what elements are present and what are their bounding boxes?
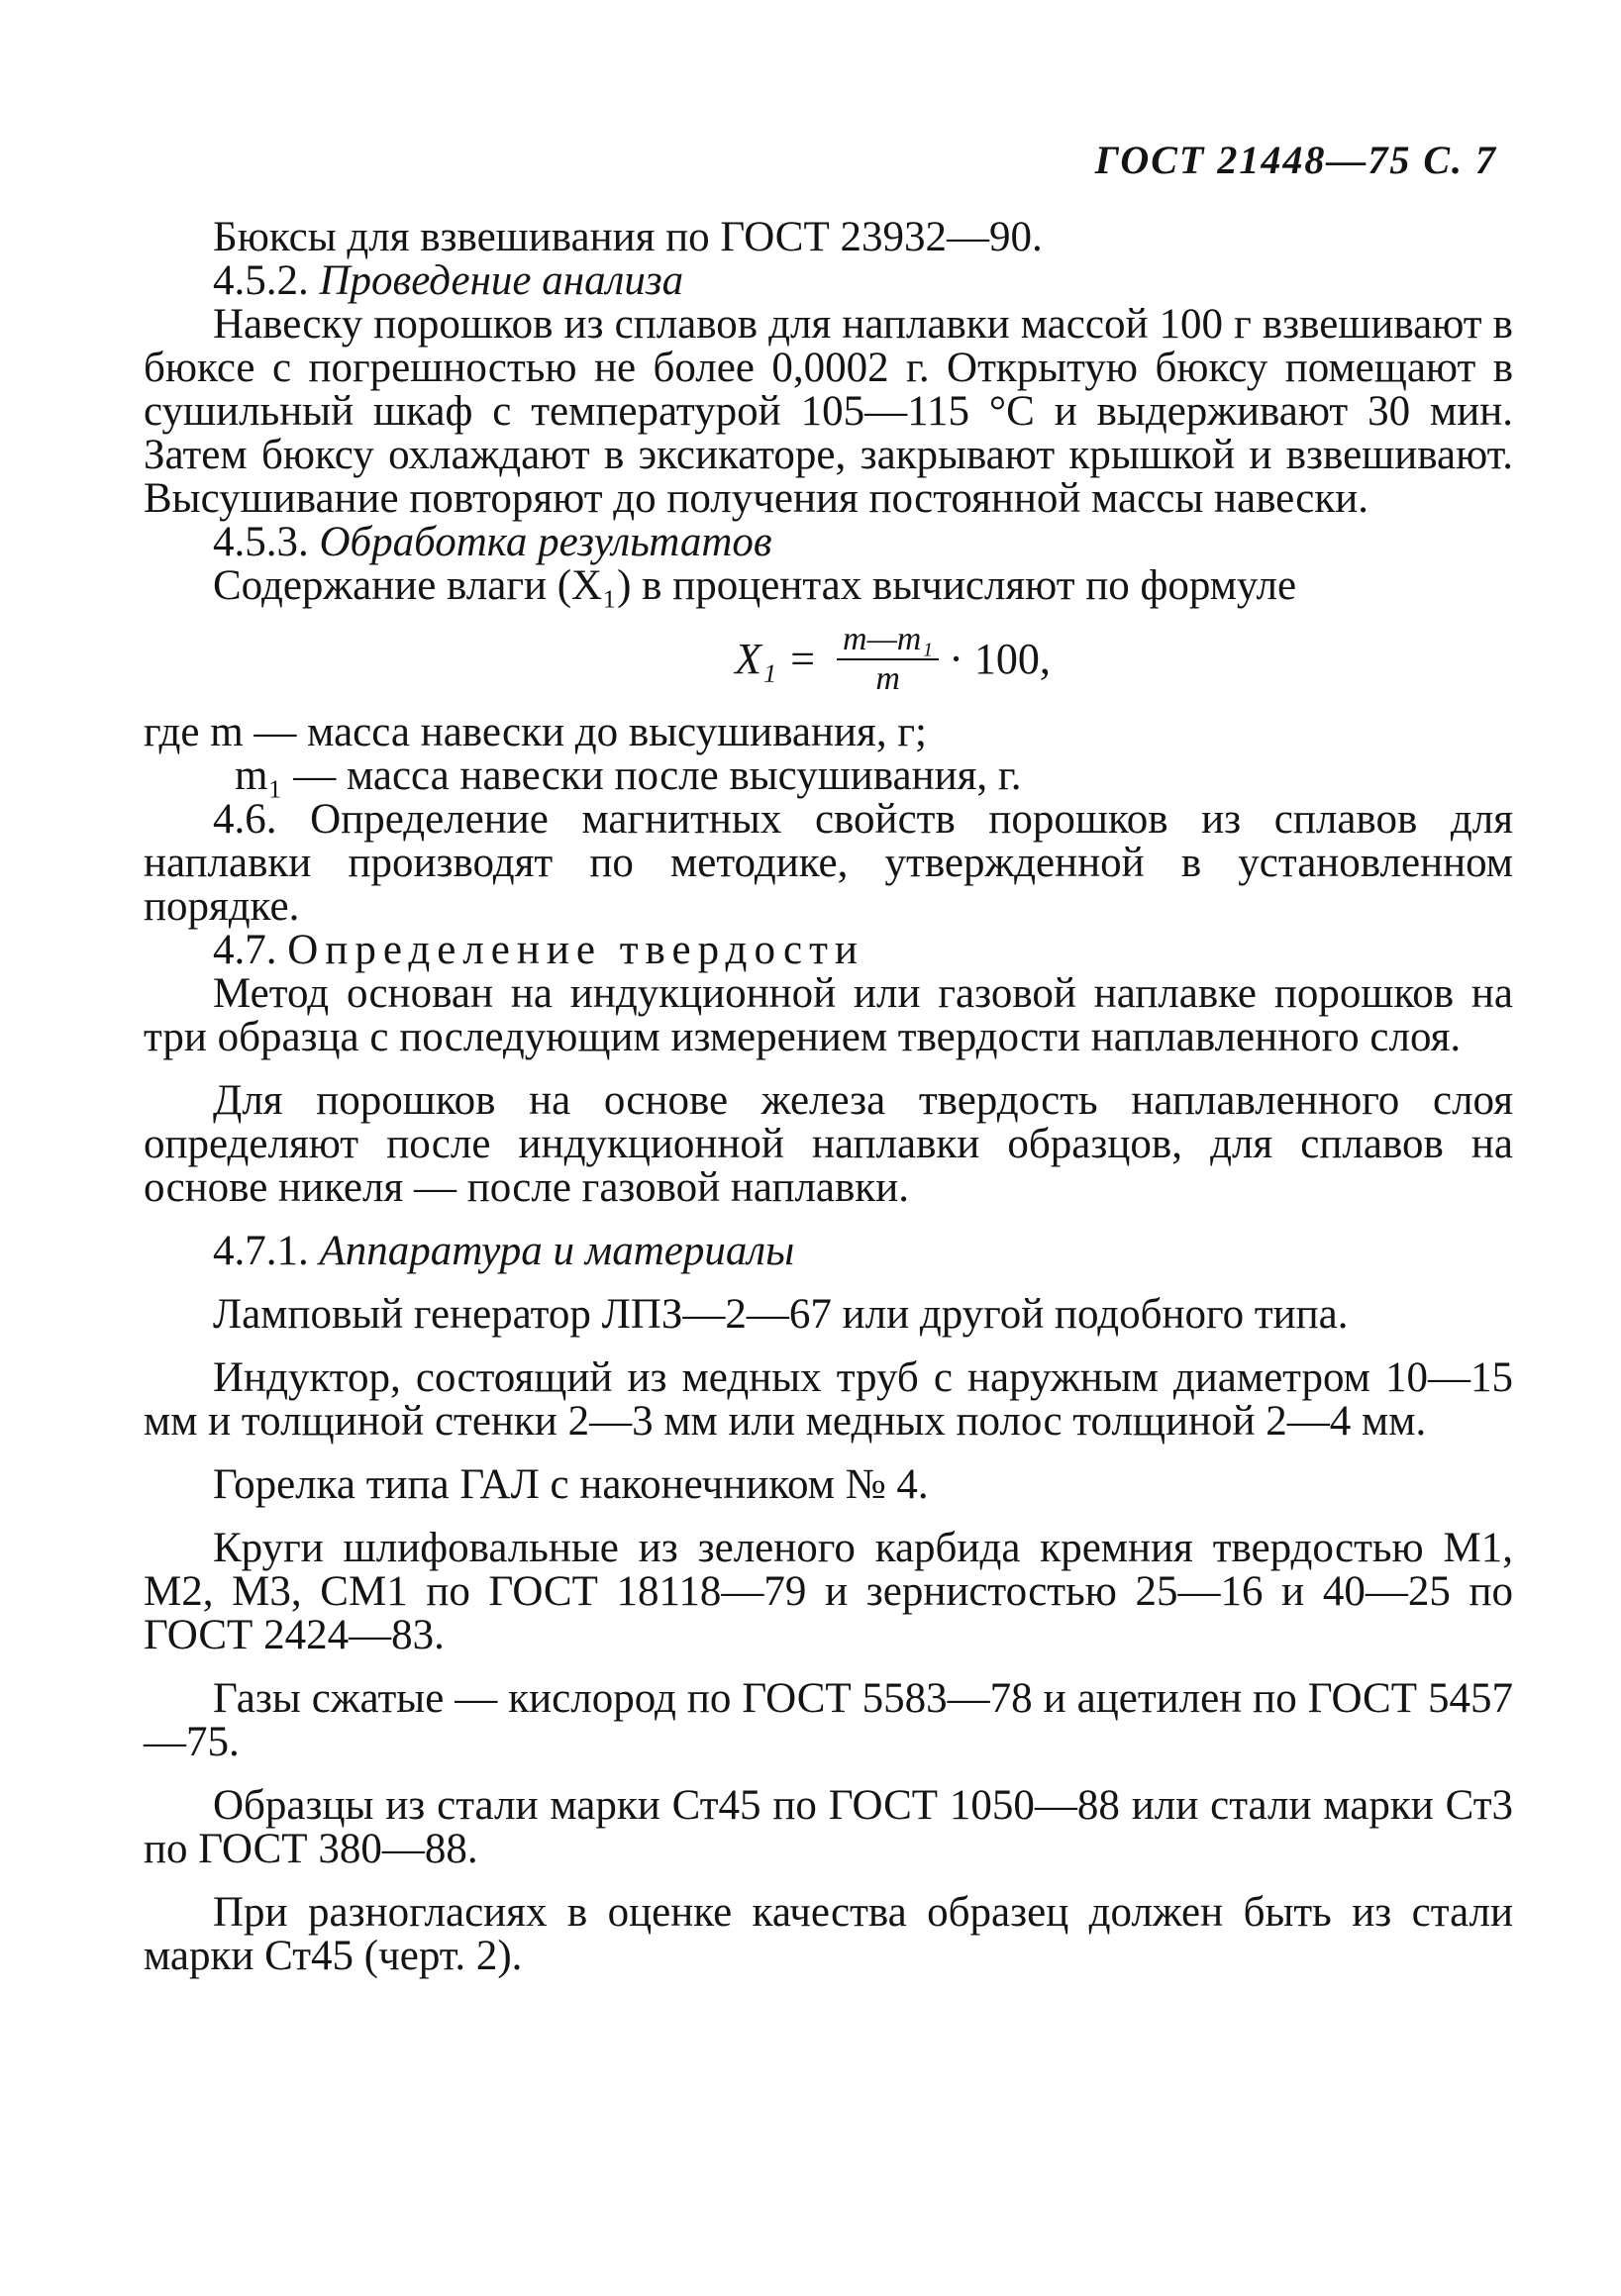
section-number: 4.5.3.: [213, 519, 309, 565]
section-title: Определение твердости: [287, 927, 864, 973]
paragraph-disagreements: При разногласиях в оценке качества образец должен быть из стали марки Ст45 (черт. 2).: [144, 1889, 1513, 1979]
section-heading-4-5-2: [144, 259, 1513, 303]
formula-where-line-2: m₁ — масса навески после высушивания, г.: [235, 752, 1022, 799]
paragraph-samples: Образцы из стали марки Ст45 по ГОСТ 1050—88 или стали марки Ст3 по ГОСТ 380—88.: [144, 1782, 1513, 1872]
running-header: ГОСТ 21448—75 С. 7: [1094, 138, 1497, 182]
paragraph-tube-generator: Ламповый генератор ЛПЗ—2—67 или другой подобного типа.: [213, 1291, 1349, 1338]
document-body: [144, 216, 1513, 1978]
formula-lhs: X₁ =: [735, 635, 818, 683]
section-number: 4.7.1.: [213, 1228, 309, 1274]
section-title: Обработка результатов: [319, 519, 772, 565]
paragraph-grinding-wheels: Круги шлифовальные из зеленого карбида кремния твердостью М1, М2, М3, СМ1 по ГОСТ 18118—79 и зернистостью 25—16 и 40—25 по ГОСТ 2424—83.: [144, 1525, 1513, 1658]
paragraph-analysis-procedure: Навеску порошков из сплавов для наплавки массой 100 г взвешивают в бюксе с погрешностью не более 0,0002 г. Открытую бюксу помещают в сушильный шкаф с температурой 105—115 °С и выдерживают 30 мин. Затем бюксу охлаждают в эксикаторе, закрывают крышкой и взвешивают. Высушивание повторяют до получения постоянной массы навески.: [144, 301, 1513, 522]
section-title: Аппаратура и материалы: [319, 1228, 795, 1274]
paragraph-weighing-bottles: Бюксы для взвешивания по ГОСТ 23932—90.: [213, 214, 1043, 260]
formula-denominator: m: [875, 660, 900, 697]
moisture-formula: [272, 608, 1513, 711]
section-number: 4.5.2.: [213, 257, 309, 304]
formula-numerator: m—m₁: [837, 621, 939, 660]
paragraph-moisture-content: Содержание влаги (X₁) в процентах вычисляют по формуле: [213, 562, 1297, 609]
paragraph-torch: Горелка типа ГАЛ с наконечником № 4.: [213, 1461, 929, 1508]
section-heading-4-7: [144, 929, 1513, 972]
section-heading-4-5-3: [144, 521, 1513, 564]
section-heading-4-7-1: [144, 1230, 1513, 1273]
section-number: 4.7.: [213, 927, 277, 973]
paragraph-iron-nickel-basis: Для порошков на основе железа твердость наплавленного слоя определяют после индукционной наплавки образцов, для сплавов на основе никеля — после газовой наплавки.: [144, 1077, 1513, 1211]
paragraph-inductor: Индуктор, состоящий из медных труб с наружным диаметром 10—15 мм и толщиной стенки 2—3 мм или медных полос толщиной 2—4 мм.: [144, 1354, 1513, 1445]
paragraph-method-basis: Метод основан на индукционной или газовой наплавке порошков на три образца с последующим измерением твердости наплавленного слоя.: [144, 970, 1513, 1060]
formula-fraction: [837, 621, 939, 698]
paragraph-compressed-gases: Газы сжатые — кислород по ГОСТ 5583—78 и ацетилен по ГОСТ 5457—75.: [144, 1675, 1513, 1765]
formula-where-line-1: где m — масса навески до высушивания, г;: [144, 709, 927, 755]
formula-multiplier: · 100,: [949, 635, 1051, 683]
paragraph-magnetic-properties: 4.6. Определение магнитных свойств порошков из сплавов для наплавки производят по методике, утвержденной в установленном порядке.: [144, 796, 1513, 930]
section-title: Проведение анализа: [319, 257, 684, 304]
